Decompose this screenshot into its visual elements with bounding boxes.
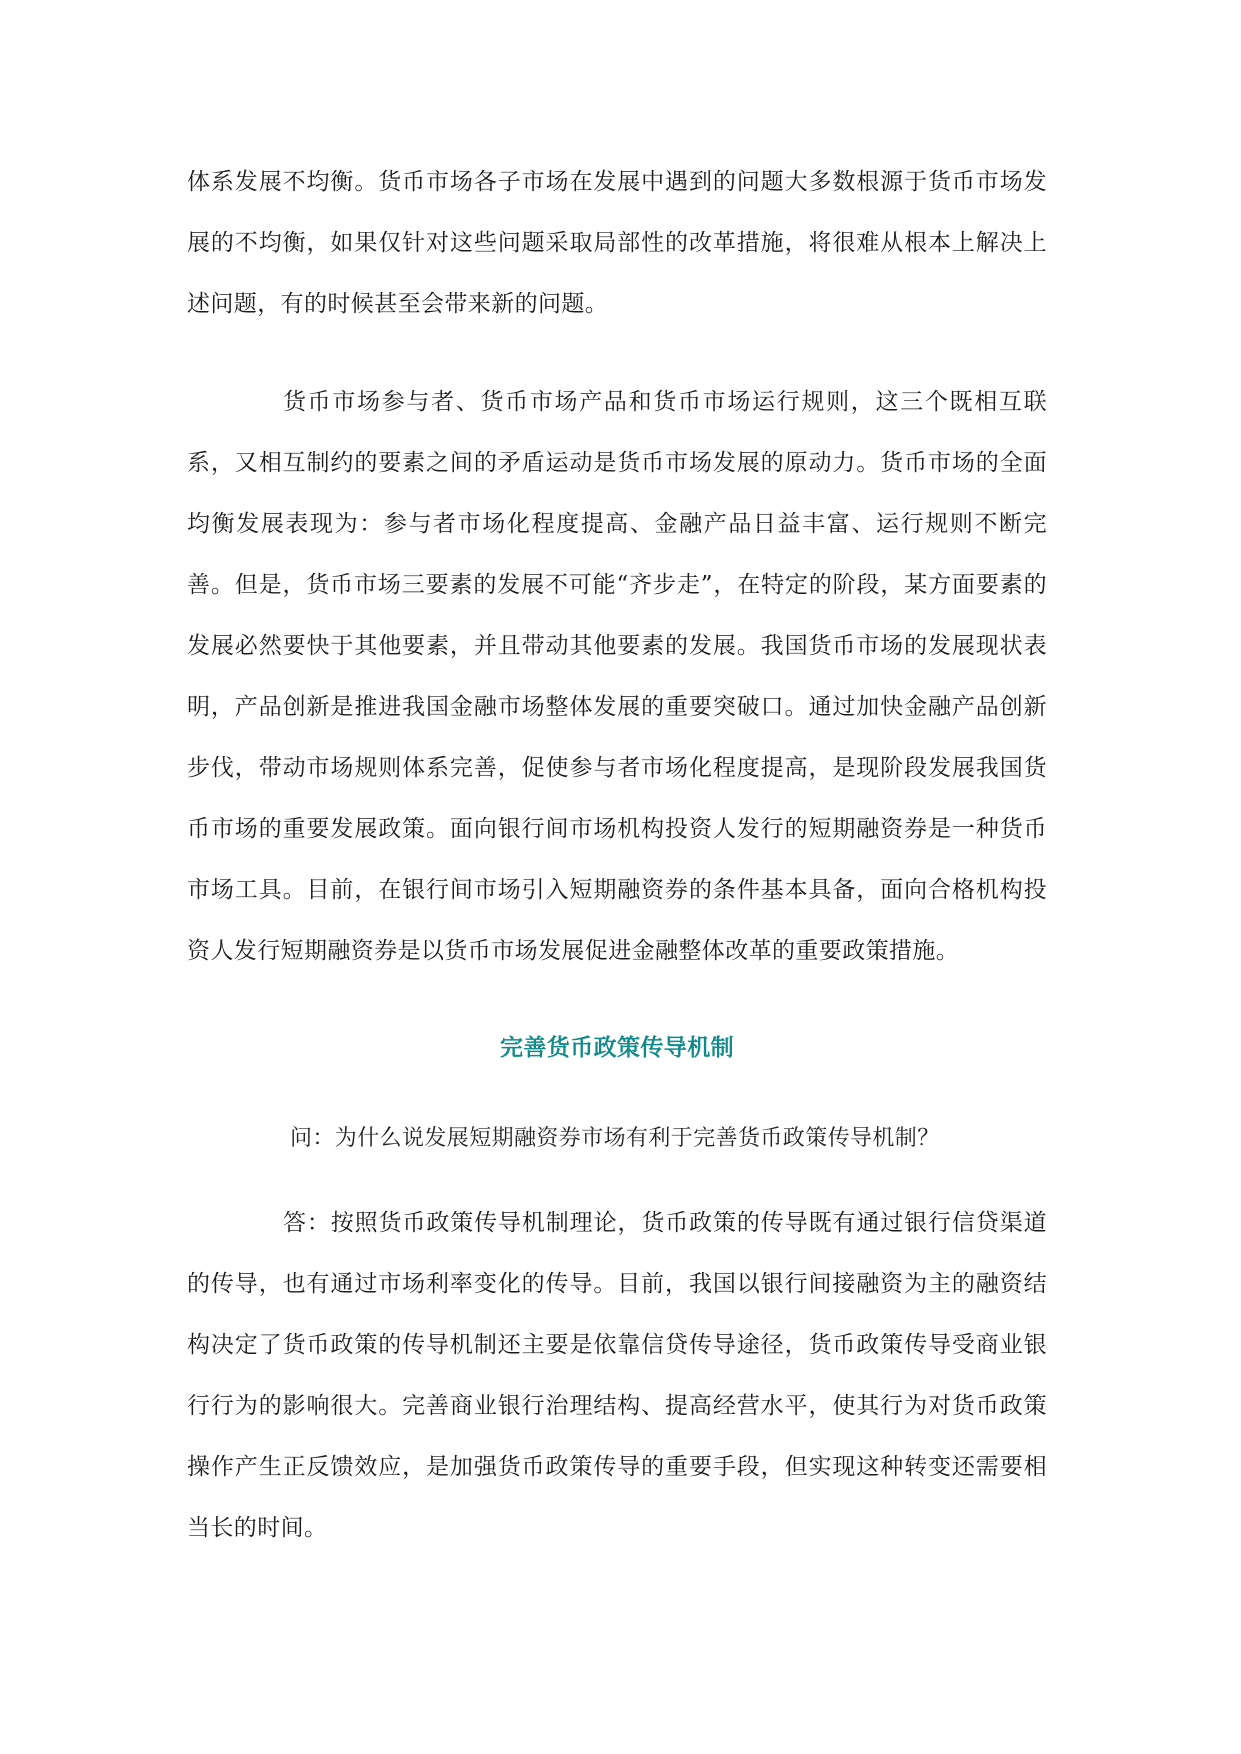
document-body <box>187 152 1047 1559</box>
answer-text: 答：按照货币政策传导机制理论，货币政策的传导既有通过银行信贷渠道的传导，也有通过市场利率变化的传导。目前，我国以银行间接融资为主的融资结构决定了货币政策的传导机制还主要是依靠信贷传导途径，货币政策传导受商业银行行为的影响很大。完善商业银行治理结构、提高经营水平，使其行为对货币政策操作产生正反馈效应，是加强货币政策传导的重要手段，但实现这种转变还需要相当长的时间。 <box>187 1210 1047 1541</box>
paragraph-2: 货币市场参与者、货币市场产品和货币市场运行规则，这三个既相互联系，又相互制约的要素之间的矛盾运动是货币市场发展的原动力。货币市场的全面均衡发展表现为：参与者市场化程度提高、金融产品日益丰富、运行规则不断完善。但是，货币市场三要素的发展不可能“齐步走”，在特定的阶段，某方面要素的发展必然要快于其他要素，并且带动其他要素的发展。我国货币市场的发展现状表明，产品创新是推进我国金融市场整体发展的重要突破口。通过加快金融产品创新步伐，带动市场规则体系完善，促使参与者市场化程度提高，是现阶段发展我国货币市场的重要发展政策。面向银行间市场机构投资人发行的短期融资券是一种货币市场工具。目前，在银行间市场引入短期融资券的条件基本具备，面向合格机构投资人发行短期融资券是以货币市场发展促进金融整体改革的重要政策措施。 <box>187 389 1047 964</box>
question-text: 问：为什么说发展短期融资券市场有利于完善货币政策传导机制？ <box>290 1126 940 1151</box>
paragraph-1: 体系发展不均衡。货币市场各子市场在发展中遇到的问题大多数根源于货币市场发展的不均衡，如果仅针对这些问题采取局部性的改革措施，将很难从根本上解决上述问题，有的时候甚至会带来新的问题。 <box>187 169 1047 317</box>
section-heading: 完善货币政策传导机制 <box>500 1035 734 1061</box>
